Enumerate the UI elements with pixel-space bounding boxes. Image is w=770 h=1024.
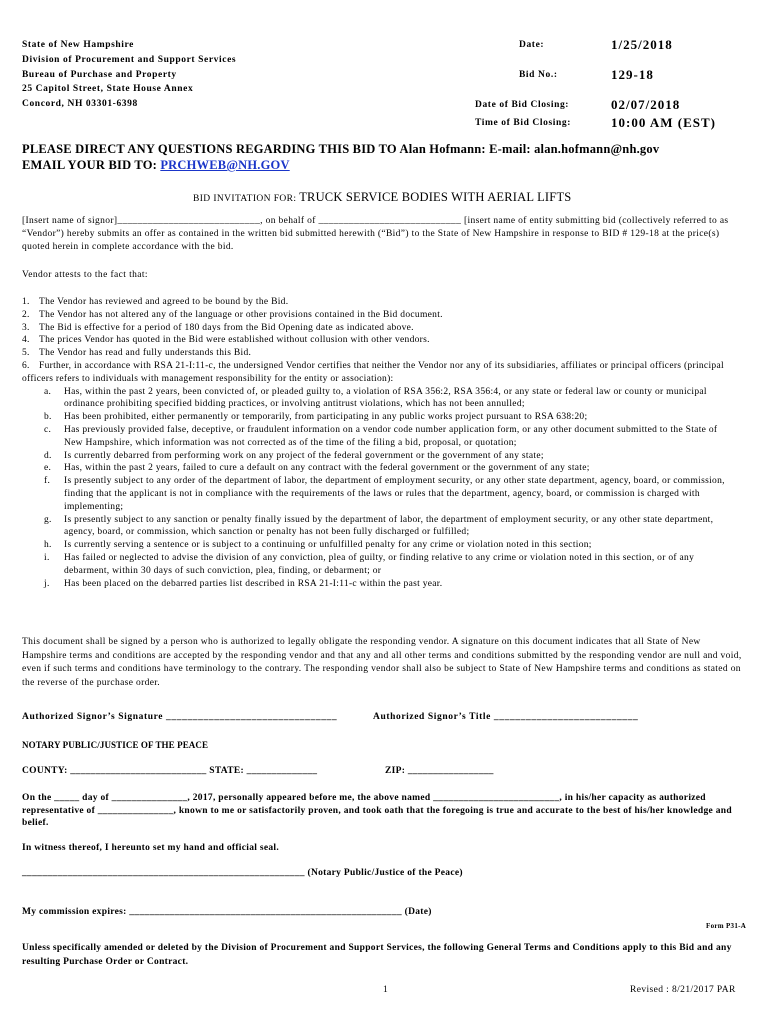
authorized-signor-signature: Authorized Signor’s Signature ________________________________ <box>22 712 338 722</box>
sub-item: j. Has been placed on the debarred parties list described in RSA 21-I:11-c within the past year. <box>44 578 443 589</box>
commission-expires-line: My commission expires: ______________________________________________________ (Date) <box>22 907 432 917</box>
witness-statement: In witness thereof, I hereunto set my hand and official seal. <box>22 843 280 853</box>
intro-paragraph: [Insert name of signor]____________________________, on behalf of ____________________________ [insert name of entity submitting bid (collectively referred to as “Vendor”) hereby submits an offer as contained in the written bid submitted herewith (“Bid”) to the State of New Hampshire in response to BID # 129-18 at the price(s) quoted herein in complete accordance with the bid. <box>22 216 729 253</box>
sub-item: a. Has, within the past 2 years, been convicted of, or pleaded guilty to, a violation of RSA 356:2, RSA 356:4, or any state or federal law or county or municipal ordinance prohibiting specified bidding practices, or involving antitrust violations, which has not been annulled; <box>44 386 707 410</box>
division-name: Division of Procurement and Support Services <box>22 55 237 65</box>
bid-no-label: Bid No.: <box>519 70 558 80</box>
sub-item: c. Has previously provided false, deceptive, or fraudulent information on a vendor code number application form, or any other document submitted to the State of New Hampshire, which information was not corrected as of the time of the filing a bid, proposal, or quotation; <box>44 424 718 448</box>
closing-time-value: 10:00 AM (EST) <box>611 115 716 130</box>
closing-date-label: Date of Bid Closing: <box>475 100 570 110</box>
list-item: 1. The Vendor has reviewed and agreed to be bound by the Bid. <box>22 297 289 307</box>
attests-heading: Vendor attests to the fact that: <box>22 270 148 280</box>
sub-item: b. Has been prohibited, either permanently or temporarily, from participating in any public works project pursuant to RSA 638:20; <box>44 412 588 423</box>
email-prefix: EMAIL YOUR BID TO: <box>22 158 161 172</box>
bureau-name: Bureau of Purchase and Property <box>22 70 177 80</box>
sub-item: f. Is presently subject to any order of the department of labor, the department of employment security, or any other state department, agency, board, or commission, finding that the applicant is not in compliance with the requirements of the laws or rules that the department, agency, board, or commission is charged with implementing; <box>44 476 725 512</box>
agency-name: State of New Hampshire <box>22 40 134 50</box>
date-label: Date: <box>519 40 545 50</box>
bid-no-value: 129-18 <box>611 67 654 82</box>
notary-heading: NOTARY PUBLIC/JUSTICE OF THE PEACE <box>22 740 209 750</box>
address-line-1: 25 Capitol Street, State House Annex <box>22 84 194 94</box>
list-item: 5. The Vendor has read and fully understands this Bid. <box>22 348 252 359</box>
sub-item: g. Is presently subject to any sanction or penalty finally issued by the department of labor, the department of employment security, or any other state department, agency, board, or commission, which sanction or penalty has not been fully discharged or fulfilled; <box>44 514 714 538</box>
closing-date-value: 02/07/2018 <box>611 97 681 112</box>
invitation-prefix: BID INVITATION FOR: <box>193 194 300 204</box>
authorized-signor-title: Authorized Signor’s Title ___________________________ <box>373 712 639 722</box>
list-item: 4. The prices Vendor has quoted in the Bid were established without collusion with other vendors. <box>22 335 430 346</box>
closing-time-label: Time of Bid Closing: <box>475 118 572 128</box>
list-item: 2. The Vendor has not altered any of the language or other provisions contained in the Bid document. <box>22 309 443 320</box>
page-number: 1 <box>383 985 389 995</box>
address-line-2: Concord, NH 03301-6398 <box>22 99 138 109</box>
email-bid-line <box>22 158 290 173</box>
notary-statement: On the _____ day of _______________, 2017, personally appeared before me, the above named _________________________, in his/her capacity as authorized representative of _______________, known to me or satisfactorily proven, and took oath that the foregoing is true and accurate to the best of his/her knowledge and belief. <box>22 793 732 828</box>
bid-invitation-title <box>193 188 571 206</box>
revised-date: Revised : 8/21/2017 PAR <box>630 985 736 995</box>
sub-item: h. Is currently serving a sentence or is subject to a continuing or unfulfilled penalty for any crime or violation noted in this section; <box>44 540 592 551</box>
list-item: 3. The Bid is effective for a period of 180 days from the Bid Opening date as indicated above. <box>22 322 414 333</box>
date-value: 1/25/2018 <box>611 37 673 52</box>
county-state-line: COUNTY: ___________________________ STATE: ______________ <box>22 766 318 776</box>
zip-line: ZIP: _________________ <box>385 766 494 776</box>
sub-item: e. Has, within the past 2 years, failed to cure a default on any contract with the federal government or the government of any state; <box>44 463 590 474</box>
email-link[interactable]: PRCHWEB@NH.GOV <box>160 158 290 172</box>
sub-item: d. Is currently debarred from performing work on any project of the federal government or the government of any state; <box>44 450 544 461</box>
general-terms-notice: Unless specifically amended or deleted by the Division of Procurement and Support Services, the following General Terms and Conditions apply to this Bid and any resulting Purchase Order or Contract. <box>22 943 732 967</box>
questions-contact: PLEASE DIRECT ANY QUESTIONS REGARDING THIS BID TO Alan Hofmann: E-mail: alan.hofmann@nh.gov <box>22 142 660 156</box>
list-item: 6. Further, in accordance with RSA 21-I:11-c, the undersigned Vendor certifies that neither the Vendor nor any of its subsidiaries, affiliates or principal officers (principal officers refers to individuals with management responsibility for the entity or association): <box>22 360 724 384</box>
notary-signature-line: ________________________________________________________ (Notary Public/Justice of the Peace) <box>22 868 463 878</box>
invitation-subject: TRUCK SERVICE BODIES WITH AERIAL LIFTS <box>299 190 572 204</box>
form-number: Form P31-A <box>706 922 747 930</box>
sub-item: i. Has failed or neglected to advise the division of any conviction, plea of guilty, or finding relative to any crime or violation noted in this section, or of any debarment, within 30 days of such conviction, plea, finding, or debarment; or <box>44 552 695 576</box>
attestation-list <box>22 296 734 590</box>
signature-paragraph: This document shall be signed by a person who is authorized to legally obligate the responding vendor. A signature on this document indicates that all State of New Hampshire terms and conditions are accepted by the responding vendor and that any and all other terms and conditions submitted by the responding vendor are null and void, even if such terms and conditions have terminology to the contrary. The responding vendor shall also be subject to State of New Hampshire terms and conditions as stated on the reverse of the purchase order. <box>22 637 742 688</box>
